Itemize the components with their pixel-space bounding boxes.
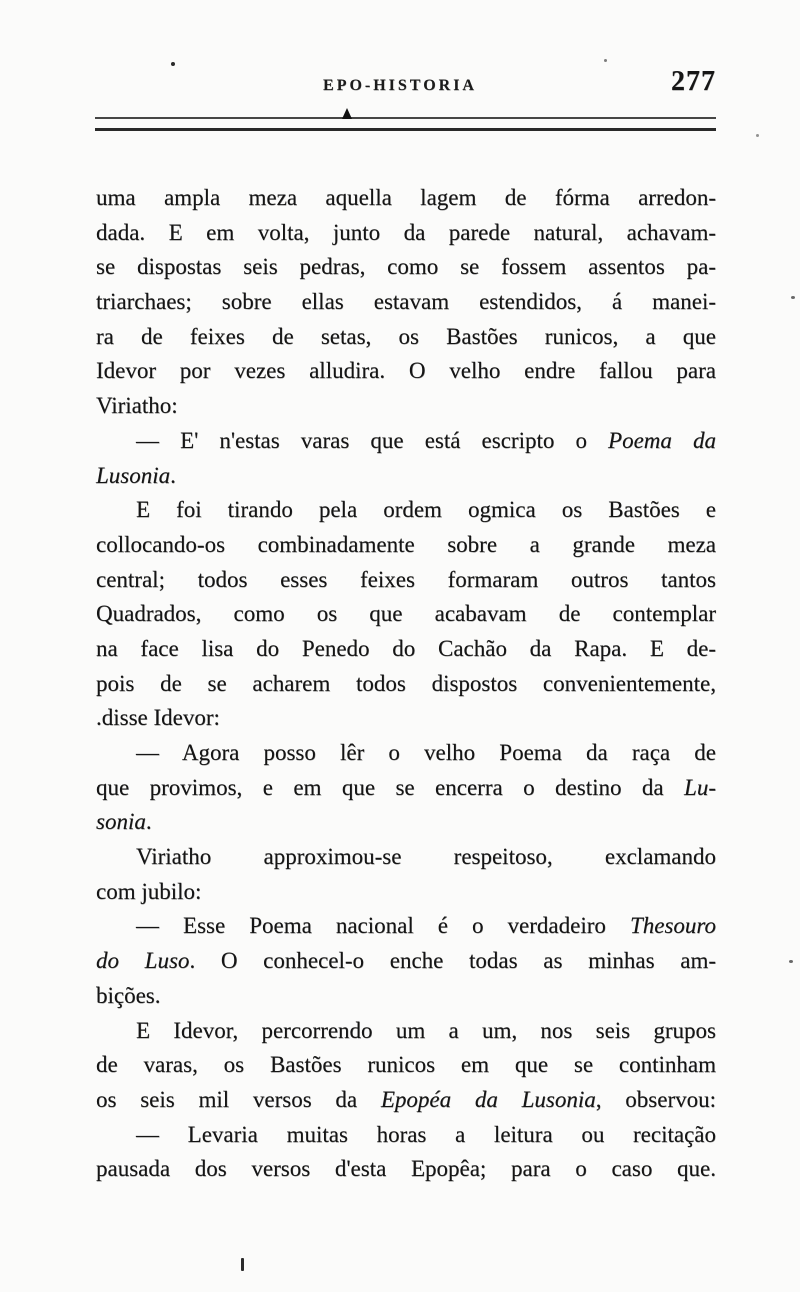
text-line [96,563,716,598]
text-run: Viriatho: [96,393,178,419]
italic-text-run: sonia [96,809,146,835]
scan-speck [756,134,759,137]
text-run: Viriatho approximou-se respeitoso, exclamando [136,844,716,870]
text-line [96,909,716,944]
text-run: pois de se acharem todos dispostos convenientemente, [96,670,716,696]
text-run: dada. E em volta, junto da parede natural, achavam- [96,219,716,245]
text-line [96,875,716,910]
text-run: .disse Idevor: [96,705,220,731]
text-run: E foi tirando pela ordem ogmica os Bastões e [136,497,716,523]
text-block [96,181,716,1187]
text-run: — E' n'estas varas que está escripto o [136,427,609,453]
text-line [96,354,716,389]
italic-text-run: do Luso [96,948,190,974]
italic-text-run: Lusonia [96,462,171,488]
text-line [96,320,716,355]
text-run: pausada dos versos d'esta Epopêa; para o caso que. [96,1156,716,1182]
scan-tick-mark [241,1258,244,1271]
text-line [96,771,716,806]
text-line [96,216,716,251]
text-line [96,389,716,424]
scan-speck [171,62,175,66]
text-line [96,632,716,667]
text-line [96,840,716,875]
header-rule-thick [95,128,716,131]
italic-text-run: Thesouro [629,913,716,939]
text-line [96,736,716,771]
text-run: bições. [96,982,161,1008]
text-line [96,667,716,702]
scan-speck [791,296,795,299]
text-run: — Levaria muitas horas a leitura ou recitação [136,1121,716,1147]
text-run: ra de feixes de setas, os Bastões runicos, a que [96,323,716,349]
text-line [96,528,716,563]
scan-speck [604,59,607,62]
italic-text-run: Epopéa da Lusonia [380,1086,596,1112]
text-run: — Esse Poema nacional é o verdadeiro [136,913,630,939]
text-run: , observou: [595,1086,716,1112]
text-line [96,805,716,840]
text-line [96,597,716,632]
text-line [96,424,716,459]
text-line [96,459,716,494]
text-run: Quadrados, como os que acabavam de contemplar [96,601,716,627]
text-line [96,285,716,320]
text-run: . [145,809,152,835]
text-run: collocando-os combinadamente sobre a grande meza [96,531,716,557]
text-line [96,944,716,979]
text-line [96,181,716,216]
italic-text-run: Lu- [684,774,716,800]
text-run: Idevor por vezes alludira. O velho endre fallou para [96,358,716,384]
scan-speck [789,960,793,963]
text-line [96,1014,716,1049]
page-number: 277 [671,66,716,97]
italic-text-run: Poema da [608,427,716,453]
text-run: os seis mil versos da [96,1086,381,1112]
text-line [96,1048,716,1083]
text-run: com jubilo: [96,878,202,904]
text-line [96,1118,716,1153]
text-line [96,493,716,528]
text-run: — Agora posso lêr o velho Poema da raça de [136,740,716,765]
header-rule-thin [95,117,716,119]
text-run: que provimos, e em que se encerra o destino da [96,774,685,800]
text-run: . [170,462,176,488]
text-line [96,250,716,285]
text-line [96,1083,716,1118]
text-run: central; todos esses feixes formaram outros tantos [96,566,716,592]
text-run: . O conhecel-o enche todas as minhas am- [189,948,716,974]
text-line [96,1152,716,1187]
text-run: uma ampla meza aquella lagem de fórma arredon- [96,185,716,210]
text-line [96,701,716,736]
text-run: E Idevor, percorrendo um a um, nos seis grupos [136,1017,716,1043]
running-title: EPO-HISTORIA [323,77,477,94]
text-run: de varas, os Bastões runicos em que se continham [96,1052,716,1078]
text-run: se dispostas seis pedras, como se fossem assentos pa- [96,254,716,280]
text-line [96,979,716,1014]
ink-blot-mark [342,108,352,119]
text-run: triarchaes; sobre ellas estavam estendidos, á manei- [96,289,716,315]
text-run: na face lisa do Penedo do Cachão da Rapa. E de- [96,635,716,661]
